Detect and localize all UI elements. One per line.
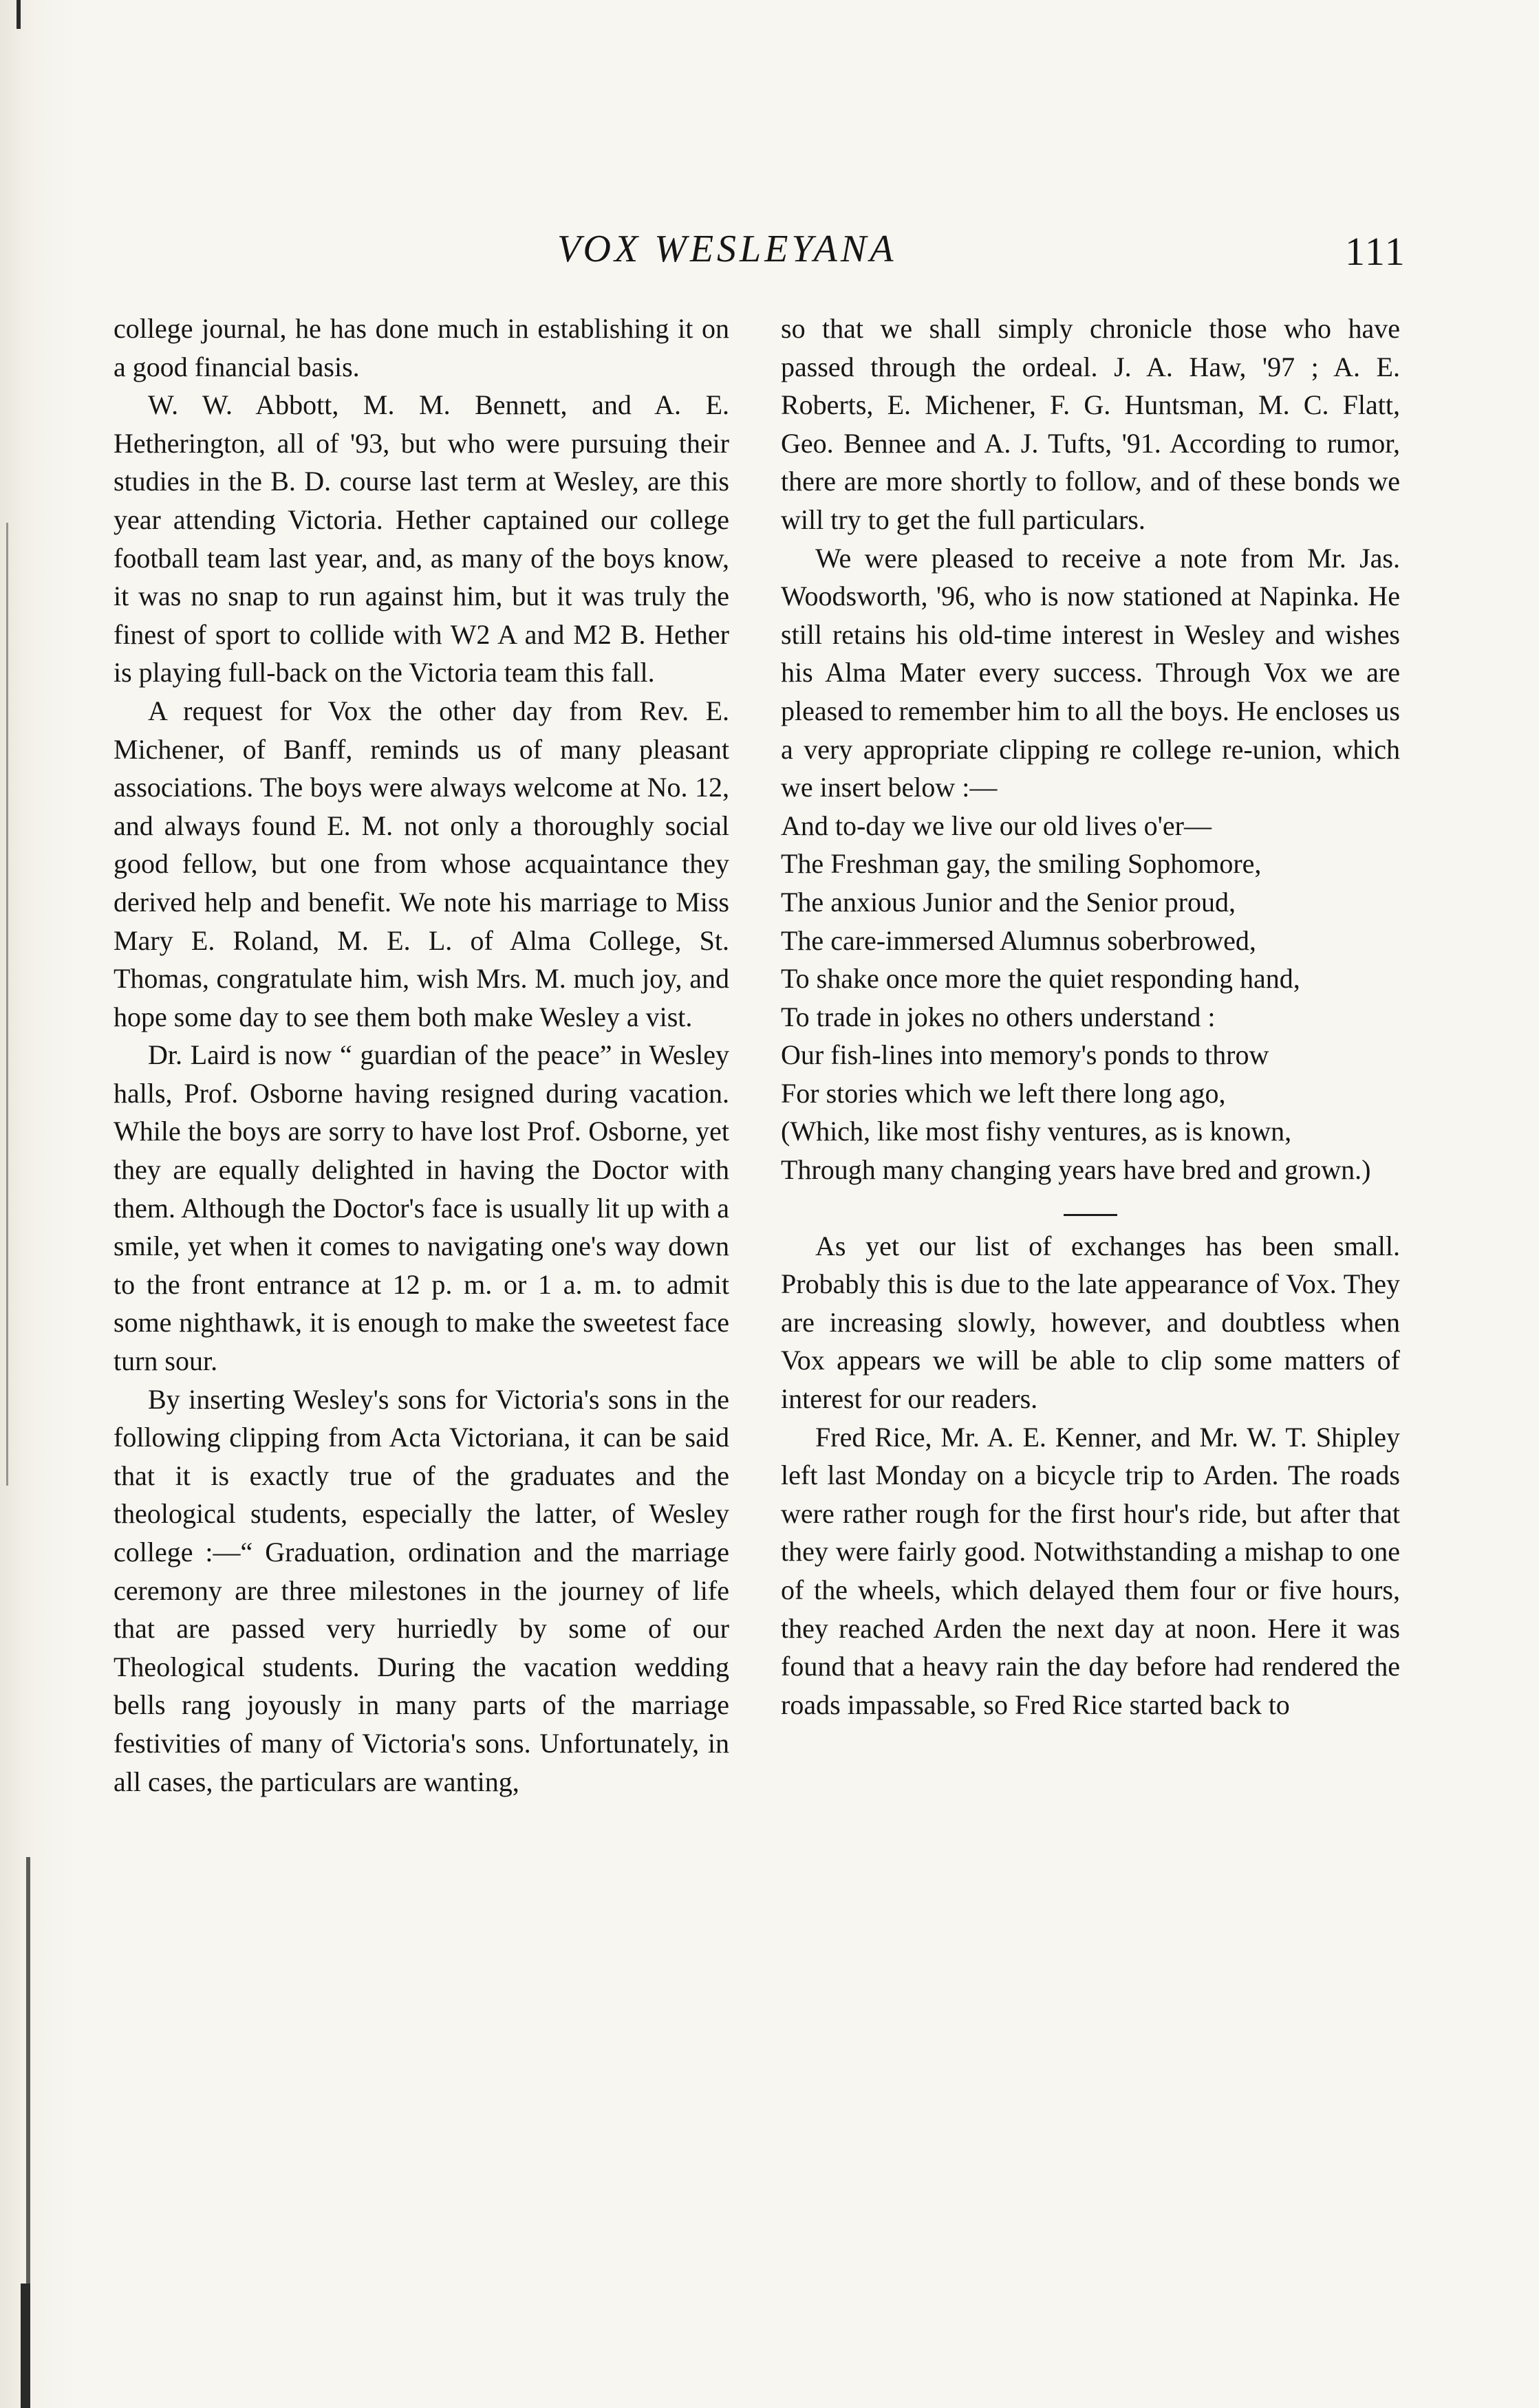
paragraph: college journal, he has done much in establishing it on a good financial basis. (114, 313, 729, 382)
poem-line: Through many changing years have bred and grown.) (781, 1154, 1371, 1186)
poem-line: To shake once more the quiet responding hand, (781, 963, 1300, 995)
poem (781, 807, 1400, 1189)
poem-line: For stories which we left there long ago, (781, 1077, 1226, 1109)
poem-line: And to-day we live our old lives o'er— (781, 810, 1212, 841)
poem-line: To trade in jokes no others understand : (781, 1001, 1216, 1032)
binding-mark (21, 2284, 30, 2408)
section-divider (1064, 1214, 1117, 1216)
poem-line: Our fish-lines into memory's ponds to throw (781, 1039, 1269, 1071)
paragraph: Dr. Laird is now “ guardian of the peace” in Wesley halls, Prof. Osborne having resigned during vacation. While the boys are sorry to have lost Prof. Osborne, yet they are equally delighted in having the Doctor with them. Although the Doctor's face is usually lit up with a smile, yet when it comes to navigating one's way down to the front entrance at 12 p. m. or 1 a. m. to admit some nighthawk, it is enough to make the sweetest face turn sour. (114, 1039, 729, 1377)
scanned-page-edge (0, 0, 76, 2408)
paragraph: As yet our list of exchanges has been small. Probably this is due to the late appearance of Vox. They are increasing slowly, however, and doubtless when Vox appears we will be able to clip some matters of interest for our readers. (781, 1230, 1400, 1415)
paragraph: W. W. Abbott, M. M. Bennett, and A. E. Hetherington, all of '93, but who were pursuing their studies in the B. D. course last term at Wesley, are this year attending Victoria. Hether captained our college football team last year, and, as many of the boys know, it was no snap to run against him, but it was truly the finest of sport to collide with W2 A and M2 B. Hether is playing full-back on the Victoria team this fall. (114, 389, 729, 688)
paragraph: By inserting Wesley's sons for Victoria's sons in the following clipping from Acta Victoriana, it can be said that it is exactly true of the graduates and the theological students, especially the latter, of Wesley college :—“ Graduation, ordination and the marriage ceremony are three milestones in the journey of life that are passed very hurriedly by some of our Theological students. During the vacation wedding bells rang joyously in many parts of the marriage festivities of many of Victoria's sons. Unfortunately, in all cases, the particulars are wanting, (114, 1383, 729, 1797)
page-number: 111 (1345, 229, 1406, 274)
left-column (114, 310, 729, 1801)
binding-mark (6, 523, 8, 1486)
right-column (781, 310, 1400, 1724)
poem-line: The Freshman gay, the smiling Sophomore, (781, 848, 1262, 880)
poem-line: The anxious Junior and the Senior proud, (781, 886, 1236, 918)
paragraph: Fred Rice, Mr. A. E. Kenner, and Mr. W. T. Shipley left last Monday on a bicycle trip to Arden. The roads were rather rough for the first hour's ride, but after that they were fairly good. Notwithstanding a mishap to one of the wheels, which delayed them four or five hours, they reached Arden the next day at noon. Here it was found that a heavy rain the day before had rendered the roads impassable, so Fred Rice started back to (781, 1421, 1400, 1720)
binding-mark (17, 0, 21, 29)
paragraph: A request for Vox the other day from Rev. E. Michener, of Banff, reminds us of many pleasant associations. The boys were always welcome at No. 12, and always found E. M. not only a thoroughly social good fellow, but one from whose acquaintance they derived help and benefit. We note his marriage to Miss Mary E. Roland, M. E. L. of Alma College, St. Thomas, congratulate him, wish Mrs. M. much joy, and hope some day to see them both make Wesley a vist. (114, 695, 729, 1032)
poem-line: The care-immersed Alumnus soberbrowed, (781, 924, 1256, 956)
poem-line: (Which, like most fishy ventures, as is known, (781, 1116, 1292, 1147)
running-header (0, 227, 1539, 282)
binding-mark (26, 1857, 30, 2284)
paragraph: so that we shall simply chronicle those who have passed through the ordeal. J. A. Haw, '97 ; A. E. Roberts, E. Michener, F. G. Huntsman, M. C. Flatt, Geo. Bennee and A. J. Tufts, '91. According to rumor, there are more shortly to follow, and of these bonds we will try to get the full particulars. (781, 313, 1400, 535)
paragraph: We were pleased to receive a note from Mr. Jas. Woodsworth, '96, who is now stationed at Napinka. He still retains his old-time interest in Wesley and wishes his Alma Mater every success. Through Vox we are pleased to remember him to all the boys. He encloses us a very appropriate clipping re college re-union, which we insert below :— (781, 542, 1400, 803)
journal-title: VOX WESLEYANA (557, 228, 897, 270)
